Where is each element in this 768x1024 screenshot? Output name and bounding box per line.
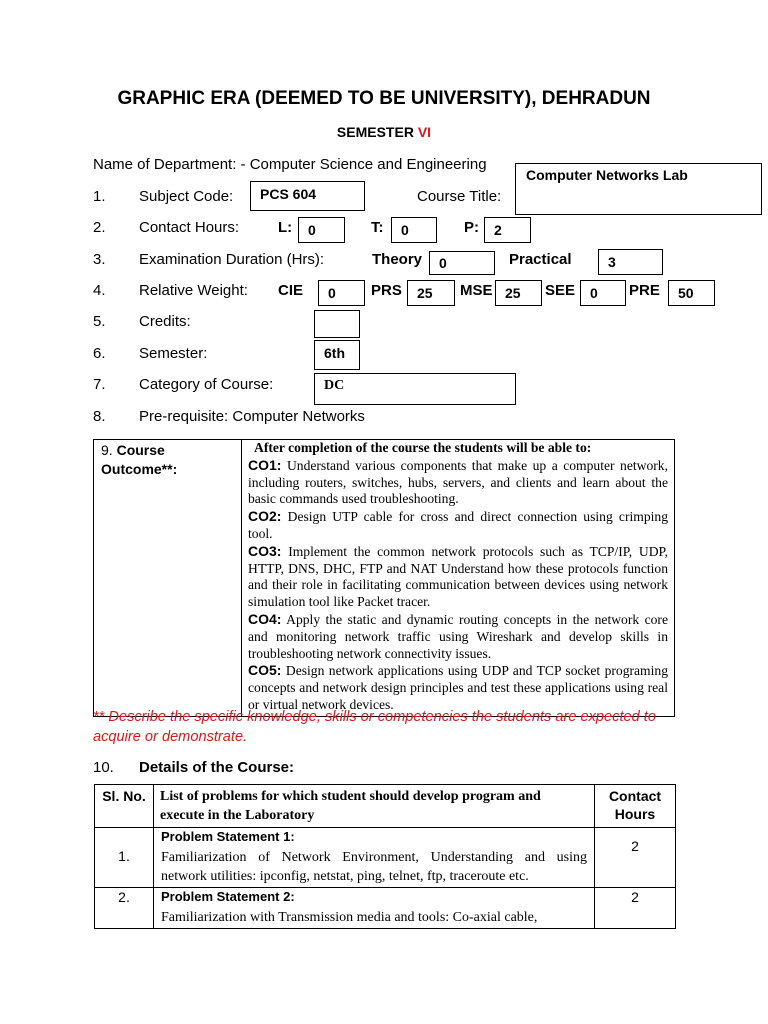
t-value-box: 0 [391, 217, 437, 243]
course-outcome-label-cell [94, 440, 242, 717]
subject-code-label: Subject Code: [139, 188, 234, 205]
course-outcome-heading: After completion of the course the students will be able to: [254, 440, 592, 455]
relative-weight-label: Relative Weight: [139, 282, 248, 299]
cie-label: CIE [278, 282, 304, 299]
details-title: Details of the Course: [139, 759, 295, 776]
category-value-box: DC [314, 373, 516, 405]
course-outcome-num: 9. [101, 442, 113, 458]
details-num: 10. [93, 759, 114, 776]
problem-text: Familiarization of Network Environment, Understanding and using network utilities: ipconfig, netstat, ping, telnet, ftp, traceroute etc. [161, 850, 587, 884]
row-num-8: 8. [93, 408, 106, 425]
row-num-7: 7. [93, 376, 106, 393]
pre-label: PRE [629, 282, 660, 299]
co-tag: CO1: [248, 456, 282, 473]
co-text: Implement the common network protocols such as TCP/IP, UDP, HTTP, DNS, DHC, FTP and NAT Understand how these protocols function and their role in facilitating communication between devices using network simulation tool like Packet tracer. [248, 543, 668, 610]
l-value-box: 0 [298, 217, 345, 243]
course-outcome-label-1: Course [116, 442, 165, 458]
semester-label: SEMESTER [336, 124, 414, 140]
prs-value-box: 25 [407, 280, 455, 306]
course-outcome-content-cell [242, 440, 675, 717]
co-tag: CO2: [248, 508, 282, 525]
co-item [248, 508, 668, 543]
category-label: Category of Course: [139, 376, 274, 393]
problem-cell [154, 828, 595, 888]
course-title-label: Course Title: [417, 188, 502, 205]
co-item [248, 611, 668, 662]
course-outcome-label-2: Outcome**: [101, 461, 178, 477]
co-tag: CO5: [248, 662, 282, 679]
cie-value-box: 0 [318, 280, 365, 306]
practical-value-box: 3 [598, 249, 663, 275]
problem-cell [154, 888, 595, 929]
credits-label: Credits: [139, 313, 191, 330]
semester-roman: VI [417, 124, 432, 140]
row-num-4: 4. [93, 282, 106, 299]
co-text: Understand various components that make up a computer network, including routers, switches, hubs, servers, and clients and learn about the basic commands used troubleshooting. [248, 457, 668, 507]
row-num-3: 3. [93, 251, 106, 268]
p-label: P: [464, 219, 479, 236]
p-value-box: 2 [484, 217, 531, 243]
mse-label: MSE [460, 282, 493, 299]
problem-heading: Problem Statement 2: [161, 889, 295, 904]
mse-value-box: 25 [495, 280, 542, 306]
problem-heading: Problem Statement 1: [161, 829, 295, 844]
course-title-box: Computer Networks Lab [515, 163, 762, 215]
university-title: GRAPHIC ERA (DEEMED TO BE UNIVERSITY), DEHRADUN [117, 88, 651, 109]
co-text: Apply the static and dynamic routing concepts in the network core and monitoring network traffic using Wireshark and develop skills in troubleshooting network connectivity issues. [248, 611, 668, 661]
course-outcome-table [93, 439, 675, 717]
contact-hours-label: Contact Hours: [139, 219, 240, 236]
exam-duration-label: Examination Duration (Hrs): [139, 251, 325, 268]
row-num-1: 1. [93, 188, 106, 205]
header-contact-hours: Contact Hours [595, 785, 676, 828]
problem-sl: 2. [95, 888, 154, 929]
co-tag: CO4: [248, 610, 282, 627]
t-label: T: [371, 219, 384, 236]
problem-hours: 2 [595, 888, 676, 929]
subject-code-box: PCS 604 [250, 181, 365, 211]
prs-label: PRS [371, 282, 402, 299]
practical-label: Practical [509, 251, 572, 268]
co-item [248, 457, 668, 508]
problem-text: Familiarization with Transmission media and tools: Co-axial cable, [161, 910, 538, 925]
credits-box [314, 310, 360, 338]
details-table [94, 784, 676, 929]
row-num-5: 5. [93, 313, 106, 330]
problem-sl: 1. [95, 828, 154, 888]
theory-value-box: 0 [429, 251, 495, 275]
outcome-note: ** Describe the specific knowledge, skills or competencies the students are expected to acquire or demonstrate. [93, 709, 656, 745]
table-row [95, 888, 676, 929]
semester-label-row: Semester: [139, 345, 208, 362]
theory-label: Theory [372, 251, 423, 268]
row-num-6: 6. [93, 345, 106, 362]
co-item [248, 543, 668, 611]
table-row [95, 828, 676, 888]
header-sl-no: Sl. No. [95, 785, 154, 828]
department-line: Name of Department: - Computer Science and Engineering [93, 156, 487, 173]
row-num-2: 2. [93, 219, 106, 236]
problem-hours: 2 [595, 828, 676, 888]
table-header-row [95, 785, 676, 828]
table-row [94, 440, 675, 717]
see-label: SEE [545, 282, 576, 299]
co-tag: CO3: [248, 542, 282, 559]
header-problem-list: List of problems for which student should develop program and execute in the Laboratory [154, 785, 595, 828]
l-label: L: [278, 219, 293, 236]
pre-value-box: 50 [668, 280, 715, 306]
co-text: Design network applications using UDP and TCP socket programing concepts and network design principles and test these applications using real or virtual network devices. [248, 663, 668, 712]
semester-heading [0, 124, 768, 140]
co-text: Design UTP cable for cross and direct connection using crimping tool. [248, 509, 668, 541]
prerequisite-label: Pre-requisite: Computer Networks [139, 408, 365, 425]
semester-value-box: 6th [314, 340, 360, 370]
see-value-box: 0 [580, 280, 626, 306]
